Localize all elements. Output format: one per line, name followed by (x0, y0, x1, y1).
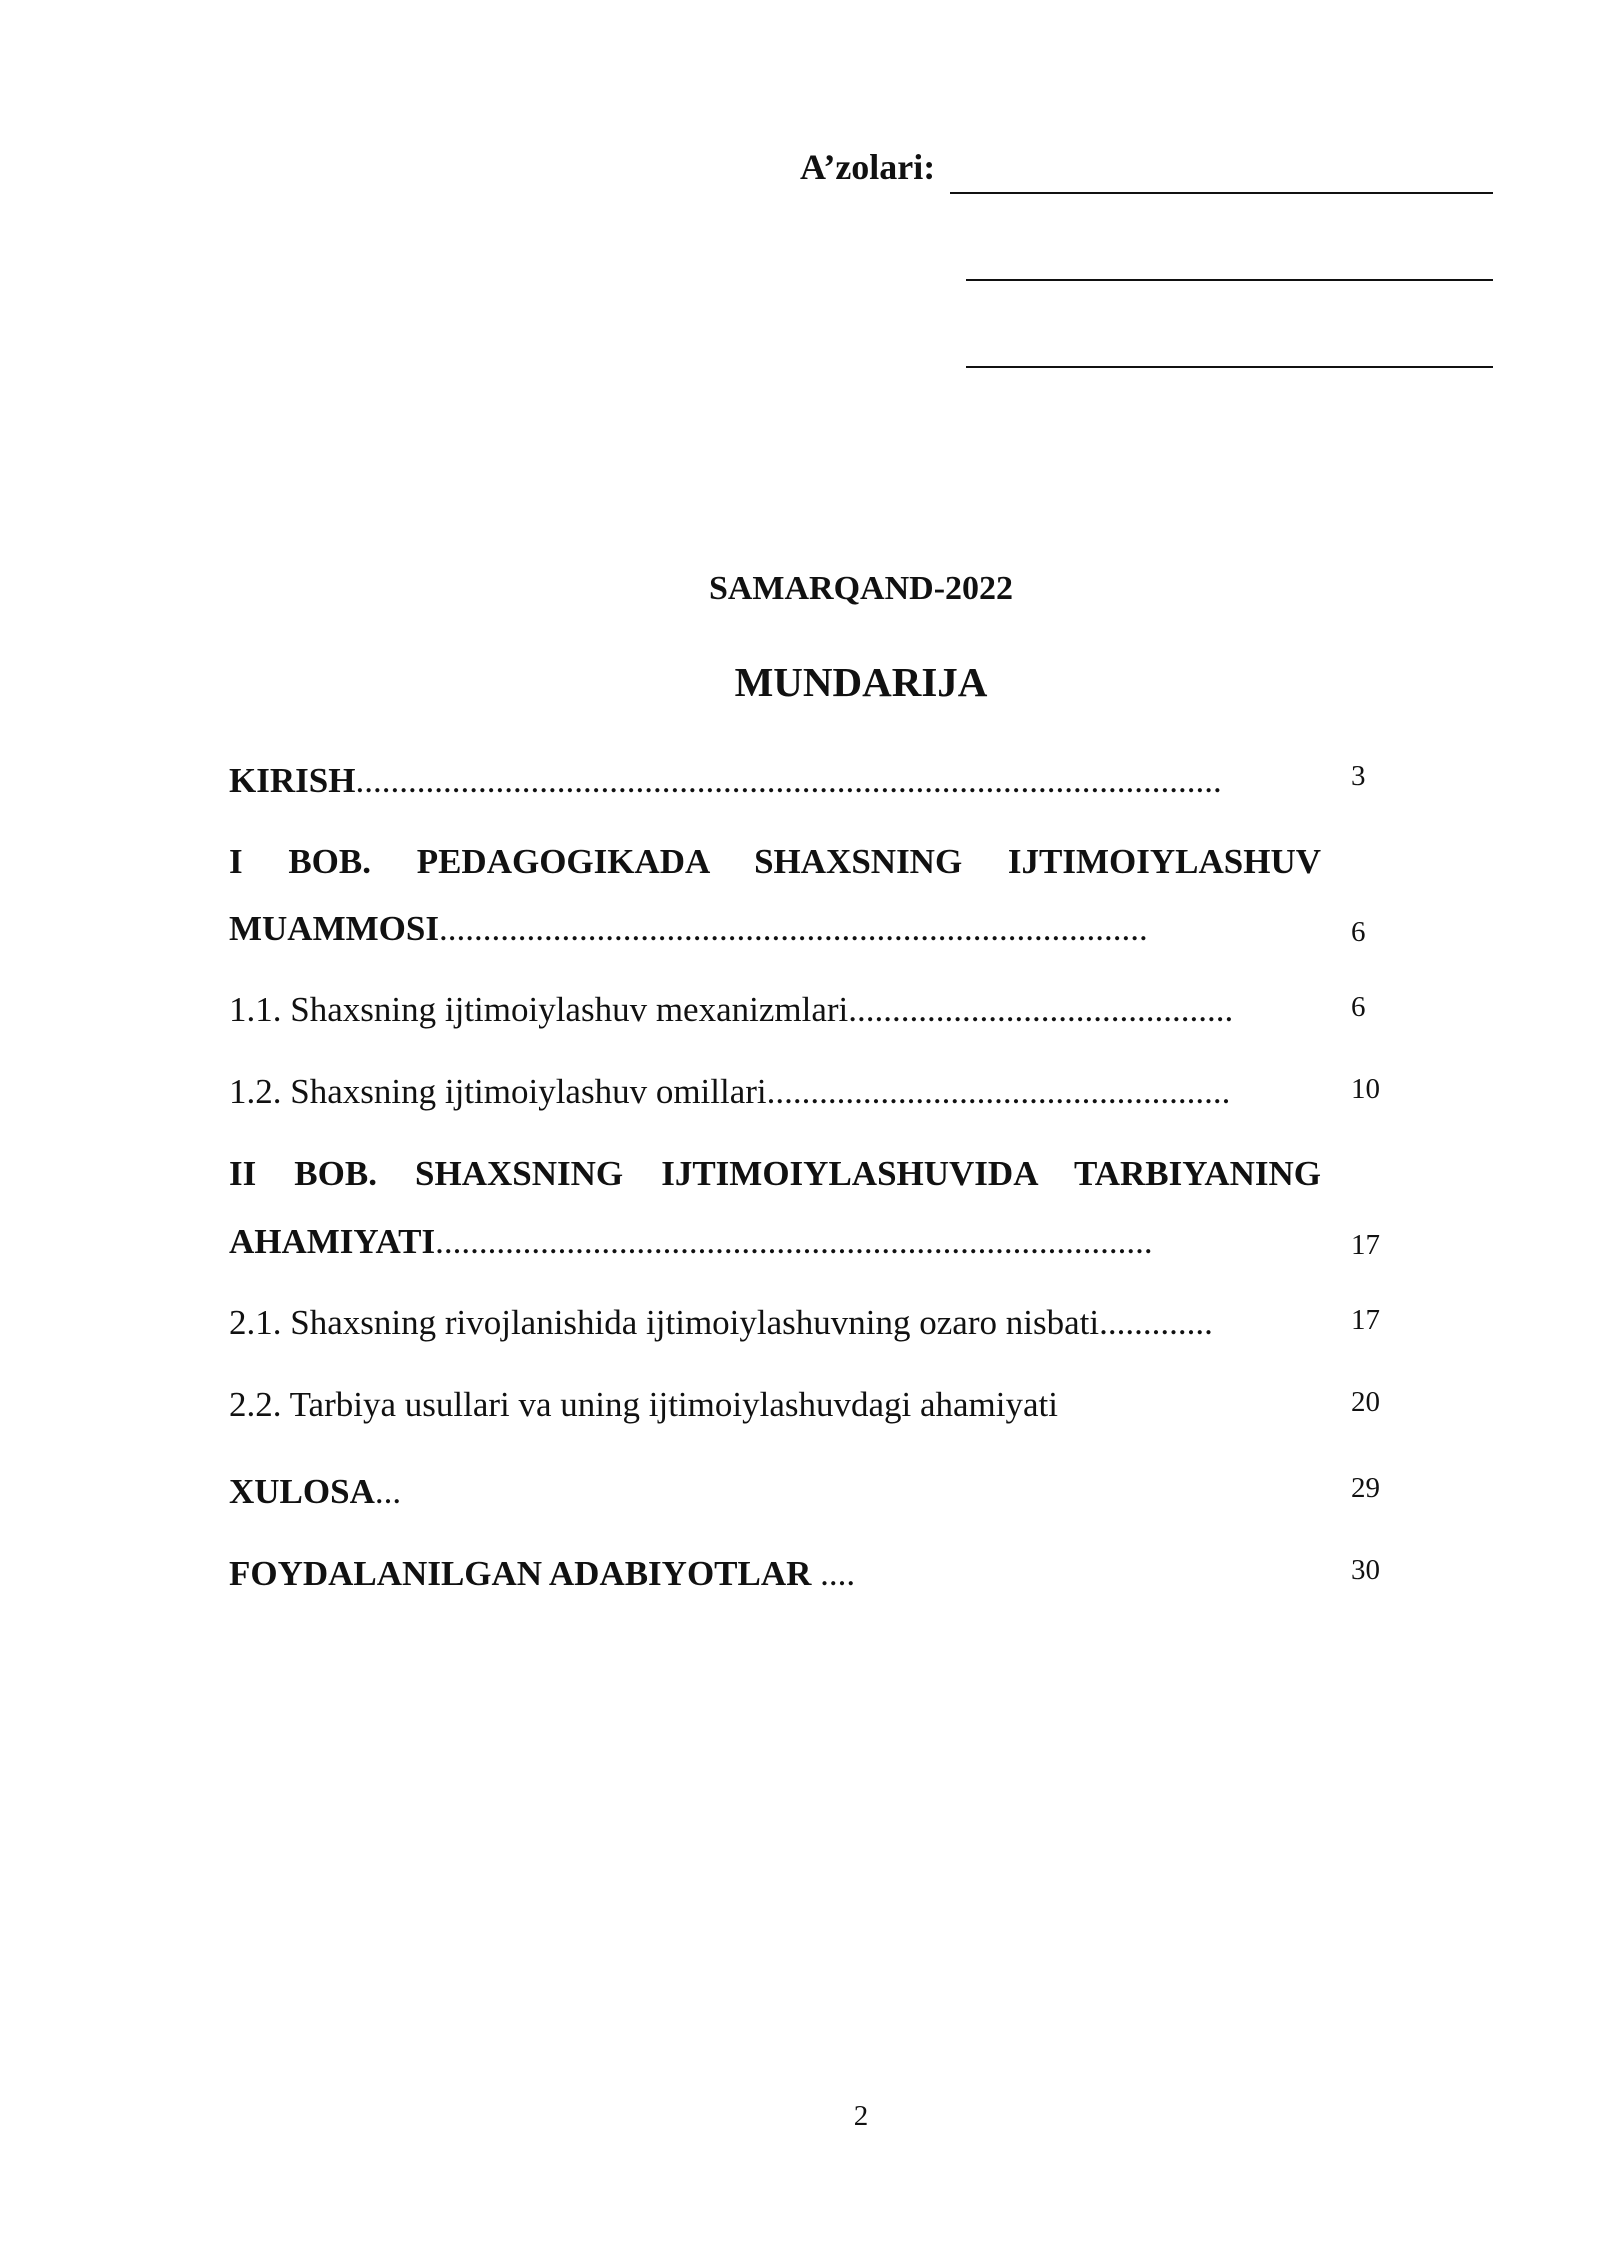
toc-entry-title-cont: AHAMIYATI (229, 1222, 436, 1261)
footer-page-number: 2 (853, 2100, 869, 2132)
toc-page-number: 17 (1351, 1229, 1380, 1261)
toc-entry-xulosa (229, 1470, 1321, 1514)
toc-entry-references (229, 1552, 1321, 1596)
toc-entry-title-cont: MUAMMOSI (229, 909, 439, 948)
toc-entry-chapter-2: II BOB. SHAXSNING IJTIMOIYLASHUVIDA TARBIYANING (229, 1154, 1321, 1193)
toc-leader: ................................................................................. (438, 909, 1148, 948)
toc-leader: ............. (1099, 1303, 1213, 1342)
toc-page-number: 30 (1351, 1554, 1380, 1586)
toc-page-number: 29 (1351, 1472, 1380, 1504)
toc-entry-section-2-2 (229, 1383, 1321, 1427)
signature-line-1 (950, 192, 1493, 194)
toc-page-number: 6 (1351, 916, 1366, 948)
signature-line-2 (966, 279, 1493, 281)
toc-leader: .... (811, 1554, 856, 1593)
signature-line-3 (966, 366, 1493, 368)
toc-entry-title: KIRISH (229, 761, 356, 800)
toc-entry-section-2-1 (229, 1301, 1321, 1345)
toc-page-number: 17 (1351, 1304, 1380, 1336)
toc-page-number: 3 (1351, 760, 1366, 792)
toc-entry-title: 2.1. Shaxsning rivojlanishida ijtimoiylashuvning ozaro nisbati (229, 1303, 1100, 1342)
city-year: SAMARQAND-2022 (708, 570, 1014, 607)
toc-page-number: 6 (1351, 991, 1366, 1023)
toc-entry-title: 2.2. Tarbiya usullari va uning ijtimoiylashuvdagi ahamiyati (229, 1385, 1058, 1424)
members-label: A’zolari: (800, 147, 936, 187)
toc-entry-chapter-1: I BOB. PEDAGOGIKADA SHAXSNING IJTIMOIYLASHUV (229, 842, 1321, 881)
toc-entry-title: FOYDALANILGAN ADABIYOTLAR (229, 1554, 812, 1593)
toc-entry-title: XULOSA (229, 1472, 375, 1511)
toc-entry-chapter-1-cont (229, 907, 1321, 951)
toc-page-number: 20 (1351, 1386, 1380, 1418)
toc-page-number: 10 (1351, 1073, 1380, 1105)
toc-entry-title: 1.2. Shaxsning ijtimoiylashuv omillari (229, 1072, 767, 1111)
toc-title: MUNDARIJA (734, 659, 988, 705)
toc-entry-title: 1.1. Shaxsning ijtimoiylashuv mexanizmlari (229, 990, 849, 1029)
toc-leader: ............................................ (848, 990, 1234, 1029)
toc-entry-kirish (229, 759, 1321, 803)
toc-leader: ... (374, 1472, 402, 1511)
toc-leader: .................................................................................. (435, 1222, 1153, 1261)
toc-entry-section-1-2 (229, 1070, 1321, 1114)
toc-leader: ................................................................................................... (355, 761, 1222, 800)
toc-entry-chapter-2-cont (229, 1220, 1321, 1264)
toc-entry-section-1-1 (229, 988, 1321, 1032)
toc-leader: ..................................................... (766, 1072, 1231, 1111)
